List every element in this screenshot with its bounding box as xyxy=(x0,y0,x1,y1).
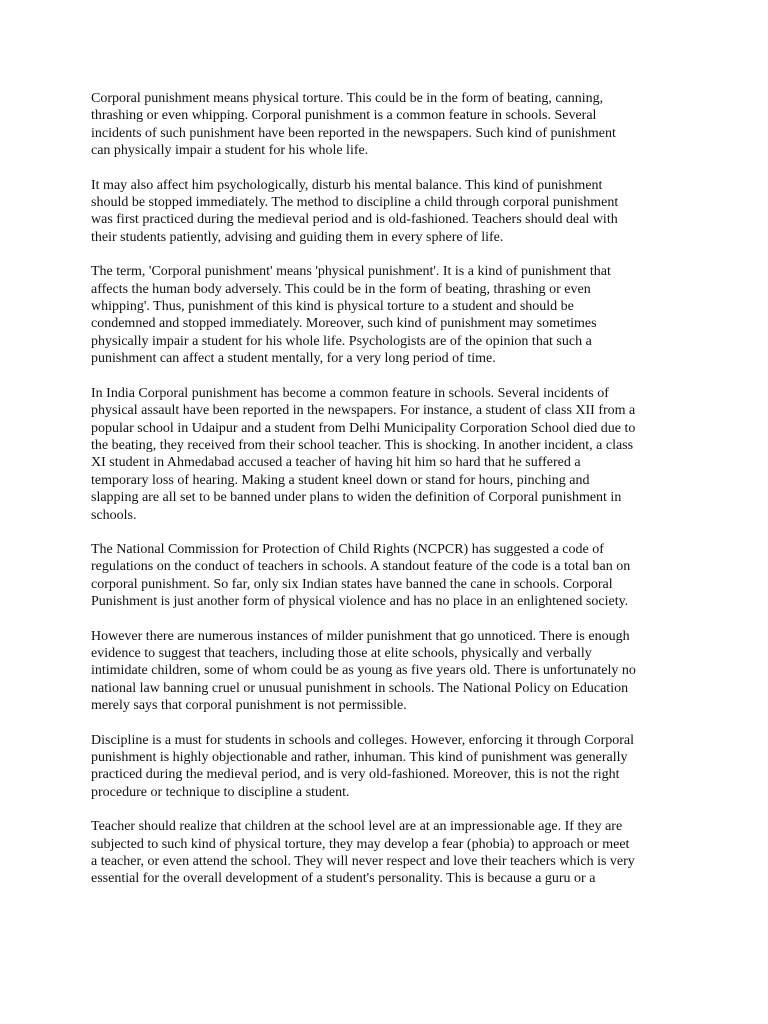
text-line: Punishment is just another form of physical violence and has no place in an enlightened society. xyxy=(91,594,629,610)
text-line: punishment can affect a student mentally, for a very long period of time. xyxy=(91,351,496,367)
text-line: subjected to such kind of physical torture, they may develop a fear (phobia) to approach or meet xyxy=(91,836,630,852)
text-line: affects the human body adversely. This could be in the form of beating, thrashing or even xyxy=(91,281,591,297)
text-line: should be stopped immediately. The method to discipline a child through corporal punishment xyxy=(91,195,619,211)
text-line: The term, 'Corporal punishment' means 'physical punishment'. It is a kind of punishment that xyxy=(91,264,611,280)
text-line: incidents of such punishment have been reported in the newspapers. Such kind of punishment xyxy=(91,125,616,141)
text-line: can physically impair a student for his whole life. xyxy=(91,143,369,159)
text-line: national law banning cruel or unusual punishment in schools. The National Policy on Education xyxy=(91,680,629,696)
text-line: essential for the overall development of a student's personality. This is because a guru or a xyxy=(91,871,596,887)
text-line: practiced during the medieval period, and is very old-fashioned. Moreover, this is not the right xyxy=(91,767,620,783)
paragraph-5 xyxy=(91,541,691,611)
text-line: physically impair a student for his whole life. Psychologists are of the opinion that such a xyxy=(91,333,592,349)
text-line: corporal punishment. So far, only six Indian states have banned the cane in schools. Corporal xyxy=(91,576,613,592)
text-line: intimidate children, some of whom could be as young as five years old. There is unfortunately no xyxy=(91,663,636,679)
text-line: In India Corporal punishment has become a common feature in schools. Several incidents of xyxy=(91,385,609,401)
paragraph-7 xyxy=(91,732,691,802)
text-line: Teacher should realize that children at the school level are at an impressionable age. If they are xyxy=(91,819,623,835)
text-line: was first practiced during the medieval period and is old-fashioned. Teachers should deal with xyxy=(91,212,618,228)
text-line: It may also affect him psychologically, disturb his mental balance. This kind of punishment xyxy=(91,177,603,193)
text-line: slapping are all set to be banned under plans to widen the definition of Corporal punishment in xyxy=(91,490,622,506)
text-line: evidence to suggest that teachers, including those at elite schools, physically and verbally xyxy=(91,645,592,661)
text-line: their students patiently, advising and guiding them in every sphere of life. xyxy=(91,229,504,245)
text-line: Discipline is a must for students in schools and colleges. However, enforcing it through Corporal xyxy=(91,732,634,748)
text-line: merely says that corporal punishment is not permissible. xyxy=(91,698,407,714)
text-line: schools. xyxy=(91,507,137,523)
paragraph-3 xyxy=(91,263,691,367)
document-page xyxy=(91,90,691,905)
text-line: popular school in Udaipur and a student from Delhi Municipality Corporation School died due to xyxy=(91,420,636,436)
paragraph-6 xyxy=(91,628,691,715)
text-line: whipping'. Thus, punishment of this kind is physical torture to a student and should be xyxy=(91,299,574,315)
paragraph-4 xyxy=(91,385,691,524)
text-line: procedure or technique to discipline a student. xyxy=(91,784,350,800)
text-line: thrashing or even whipping. Corporal punishment is a common feature in schools. Several xyxy=(91,108,597,124)
text-line: temporary loss of hearing. Making a student kneel down or stand for hours, pinching and xyxy=(91,472,590,488)
text-line: the beating, they received from their school teacher. This is shocking. In another incident, a class xyxy=(91,437,634,453)
text-line: However there are numerous instances of milder punishment that go unnoticed. There is enough xyxy=(91,628,630,644)
paragraph-2 xyxy=(91,177,691,247)
text-line: XI student in Ahmedabad accused a teacher of having hit him so hard that he suffered a xyxy=(91,455,581,471)
text-line: The National Commission for Protection of Child Rights (NCPCR) has suggested a code of xyxy=(91,541,604,557)
text-line: physical assault have been reported in the newspapers. For instance, a student of class XII from a xyxy=(91,403,636,419)
text-line: a teacher, or even attend the school. They will never respect and love their teachers which is very xyxy=(91,854,635,870)
paragraph-1 xyxy=(91,90,691,160)
text-line: punishment is highly objectionable and rather, inhuman. This kind of punishment was generally xyxy=(91,750,628,765)
text-line: Corporal punishment means physical torture. This could be in the form of beating, canning, xyxy=(91,91,604,106)
text-line: condemned and stopped immediately. Moreover, such kind of punishment may sometimes xyxy=(91,316,597,332)
paragraph-8 xyxy=(91,818,691,888)
text-line: regulations on the conduct of teachers in schools. A standout feature of the code is a total ban on xyxy=(91,559,631,575)
